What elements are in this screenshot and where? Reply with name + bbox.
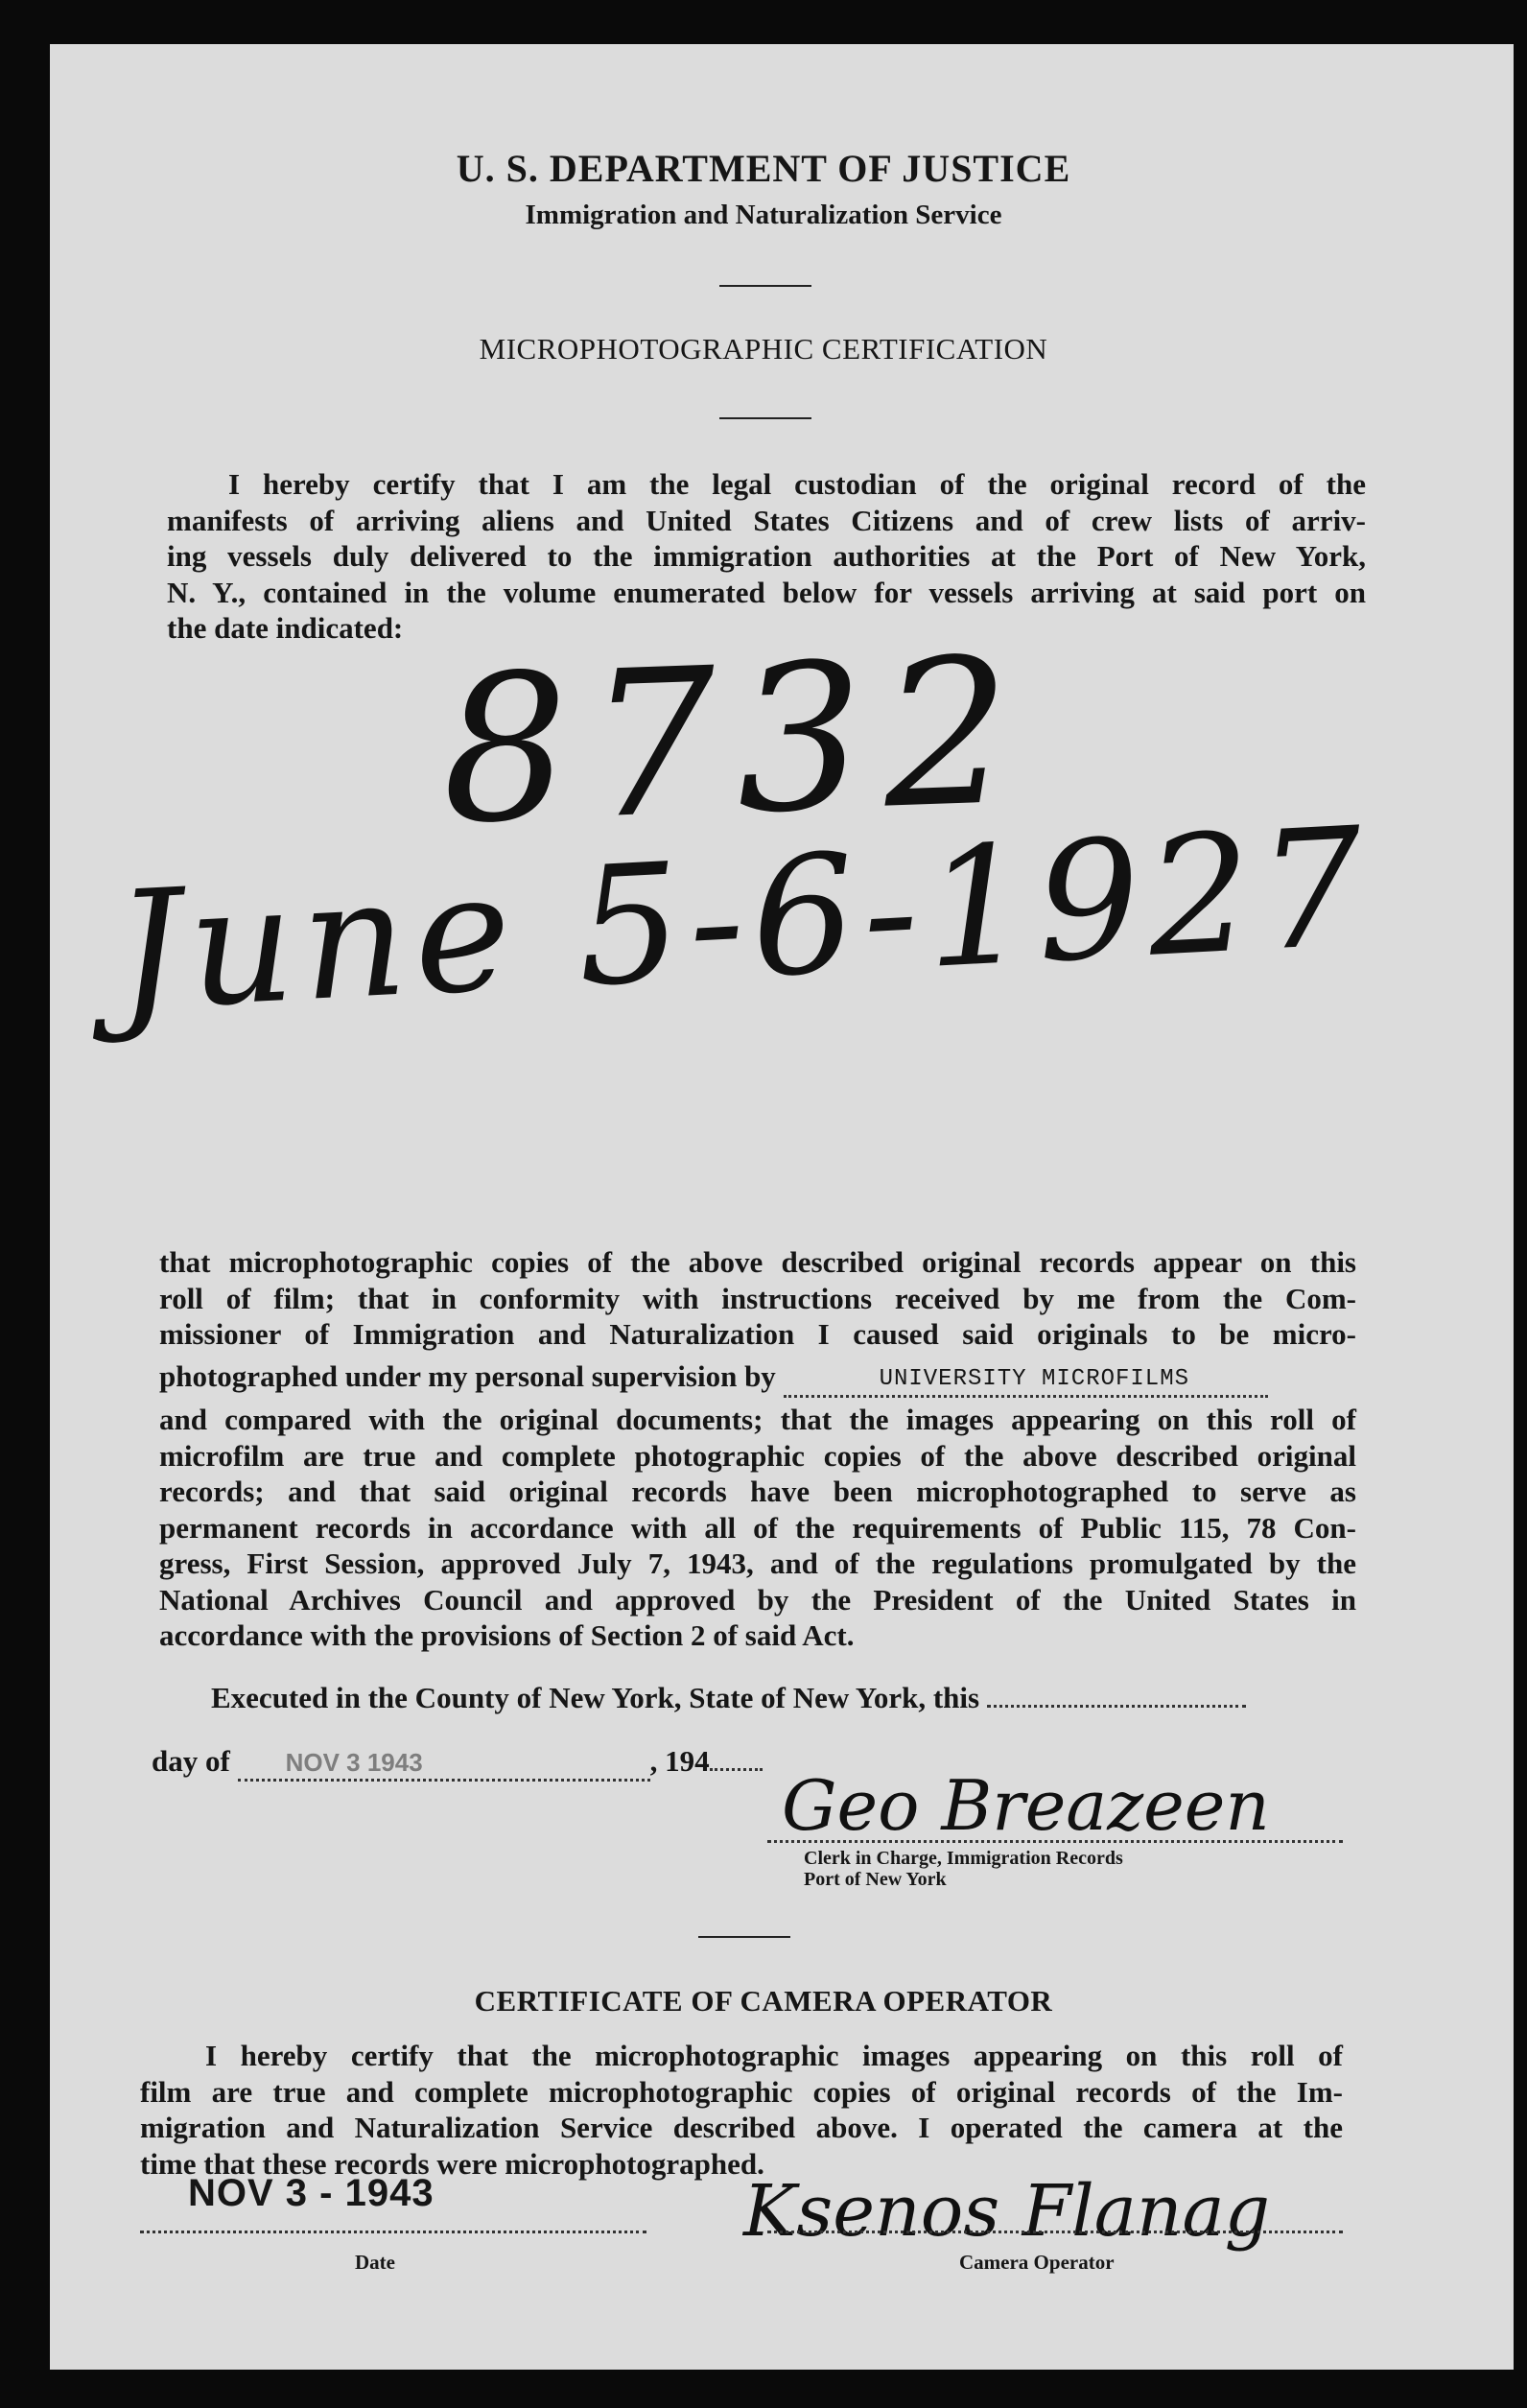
clerk-title-line: Port of New York [804, 1869, 947, 1890]
paragraph-line: the date indicated: [167, 611, 404, 645]
paragraph-line: that microphotographic copies of the above described original records appear on this [159, 1245, 1356, 1279]
paragraph-line: migration and Naturalization Service described above. I operated the camera at the [140, 2111, 1343, 2144]
clerk-signature-line [767, 1840, 1343, 1843]
executed-text: Executed in the County of New York, State of New York, this [211, 1681, 980, 1714]
document-page [50, 44, 1514, 2370]
executed-blank [987, 1705, 1246, 1708]
date-label: Date [355, 2251, 395, 2274]
photographer-prefix: photographed under my personal supervision by [159, 1358, 776, 1393]
camera-operator-label: Camera Operator [959, 2251, 1115, 2274]
paragraph-line: film are true and complete microphotographic copies of original records of the Im- [140, 2074, 1343, 2109]
paragraph-line: missioner of Immigration and Naturalization I caused said originals to be micro- [159, 1317, 1356, 1351]
custodian-paragraph [167, 466, 1366, 647]
certification-title: MICROPHOTOGRAPHIC CERTIFICATION [479, 332, 1048, 366]
paragraph-line: permanent records in accordance with all of the requirements of Public 115, 78 Con- [159, 1510, 1356, 1545]
date-stamp: NOV 3 - 1943 [188, 2172, 435, 2214]
executed-line [211, 1681, 1246, 1715]
camera-operator-line [767, 2231, 1343, 2233]
paragraph-line: accordance with the provisions of Section 2 of said Act. [159, 1618, 855, 1652]
divider [719, 285, 811, 287]
paragraph-line: ing vessels duly delivered to the immigration authorities at the Port of New York, [167, 539, 1366, 573]
handwritten-arrival-date: June 5-6-1927 [110, 791, 1375, 1049]
day-of-label: day of [152, 1744, 230, 1778]
paragraph-line: N. Y., contained in the volume enumerated below for vessels arriving at said port on [167, 575, 1366, 609]
paragraph-line: I hereby certify that the microphotographic images appearing on this roll of [205, 2039, 1343, 2072]
copies-paragraph [159, 1244, 1356, 1654]
camera-operator-signature: Ksenos Flanag [743, 2170, 1271, 2253]
paragraph-line: National Archives Council and approved by the President of the United States in [159, 1582, 1356, 1617]
photographer-line [159, 1358, 1356, 1403]
camera-paragraph [140, 2038, 1343, 2182]
divider [719, 417, 811, 419]
photographer-name: UNIVERSITY MICROFILMS [879, 1365, 1190, 1392]
day-of-stamp: NOV 3 1943 [285, 1748, 423, 1777]
year-blank [710, 1768, 763, 1771]
clerk-title-line: Clerk in Charge, Immigration Records [804, 1848, 1123, 1869]
day-of-field [238, 1744, 650, 1782]
paragraph-line: roll of film; that in conformity with instructions received by me from the Com- [159, 1281, 1356, 1315]
divider [698, 1936, 790, 1938]
paragraph-line: manifests of arriving aliens and United States Citizens and of crew lists of arriv- [167, 503, 1366, 537]
day-of-line [152, 1744, 763, 1782]
paragraph-line: microfilm are true and complete photographic copies of the above described original [159, 1438, 1356, 1473]
paragraph-line: time that these records were microphotographed. [140, 2146, 764, 2181]
paragraph-line: I hereby certify that I am the legal custodian of the original record of the [228, 467, 1366, 501]
paragraph-line: and compared with the original documents; that the images appearing on this roll of [159, 1403, 1356, 1436]
date-line [140, 2231, 646, 2233]
handwritten-volume-number: 8732 [436, 613, 1035, 869]
camera-certificate-title: CERTIFICATE OF CAMERA OPERATOR [474, 1984, 1053, 2018]
paragraph-line: gress, First Session, approved July 7, 1943, and of the regulations promulgated by the [159, 1546, 1356, 1580]
agency-heading: U. S. DEPARTMENT OF JUSTICE [456, 147, 1071, 190]
paragraph-line: records; and that said original records have been microphotographed to serve as [159, 1475, 1356, 1508]
clerk-title [804, 1848, 1123, 1890]
clerk-signature: Geo Breazeen [782, 1765, 1270, 1846]
year-prefix: , 194 [649, 1744, 710, 1778]
photographer-field [784, 1355, 1268, 1399]
sub-agency-heading: Immigration and Naturalization Service [525, 200, 1002, 230]
